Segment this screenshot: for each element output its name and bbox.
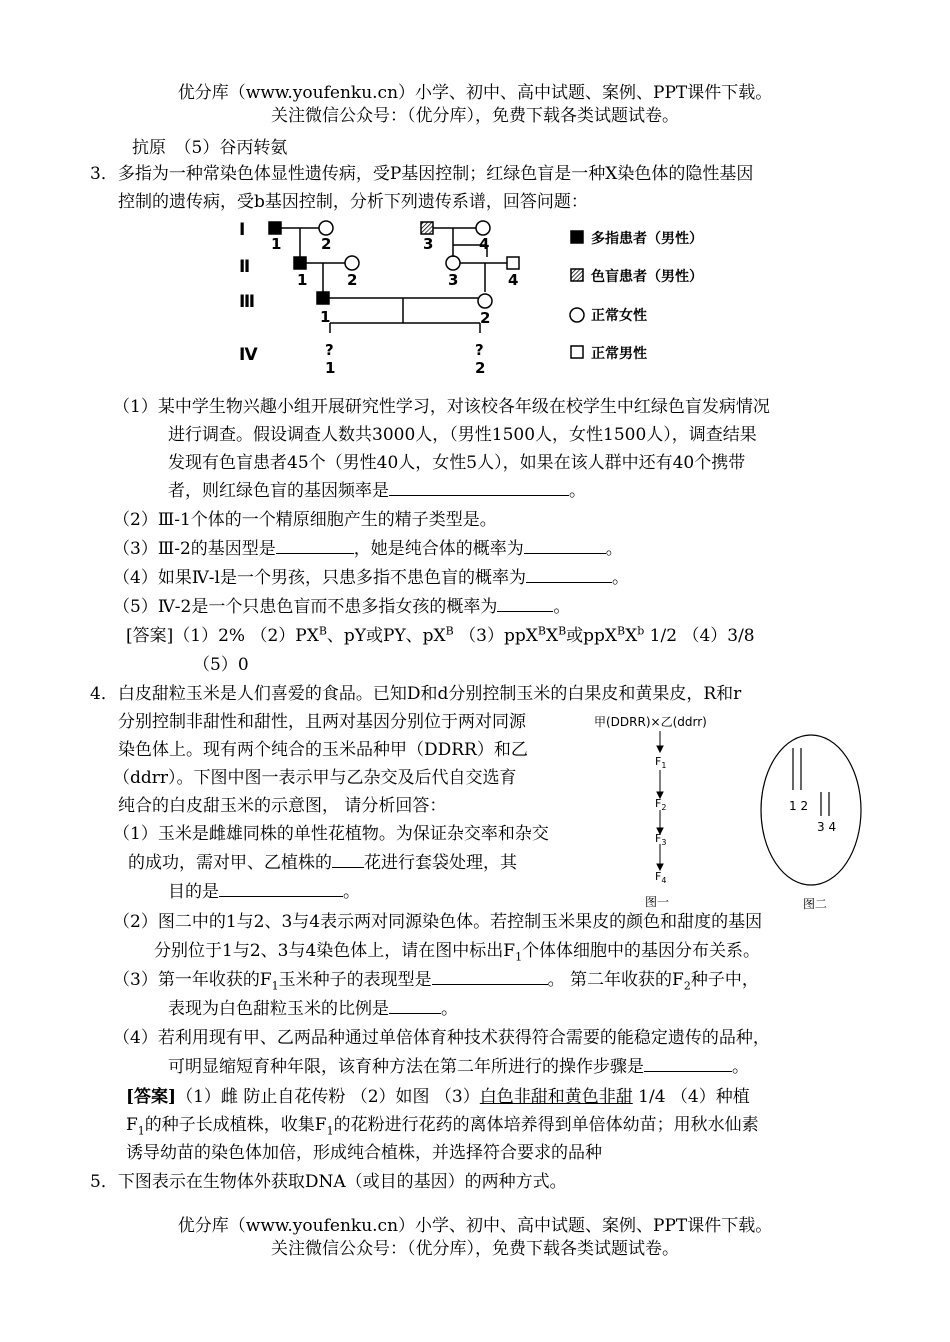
q4-sub1-line-1: （1）玉米是雌雄同株的单性花植物。为保证杂交率和杂交: [113, 824, 549, 844]
q3-stem-text-1: 多指为一种常染色体显性遗传病，受P基因控制；红绿色盲是一种X染色体的隐性基因: [117, 164, 754, 184]
answer-text: 、pY或PY、pX: [326, 626, 446, 646]
q5-stem: [90, 1168, 567, 1196]
answer-text: 1/4 （4）种植: [632, 1087, 750, 1107]
generation-F2: $F_2$: [655, 797, 667, 812]
gen-label-1: Ⅰ: [239, 220, 246, 240]
figure-two-cell: [755, 732, 870, 912]
q3-sub3: [113, 535, 623, 563]
chromosome-label-34: 3 4: [817, 820, 837, 834]
q4-sub2-text-a: 分别位于1与2、3与4染色体上，请在图中标出F: [154, 941, 516, 961]
answer-text: （1）2% （2）PX: [173, 626, 319, 646]
answer-underlined: 白色非甜和黄色非甜: [479, 1087, 633, 1107]
sup: B: [558, 624, 567, 638]
figure-two-caption: 图二: [803, 897, 828, 911]
sup: B: [617, 624, 626, 638]
sup: b: [637, 624, 645, 638]
q3-sub5: [113, 593, 570, 621]
q4-sub4-text: 可明显缩短育种年限，该育种方法在第二年所进行的操作步骤是: [168, 1057, 644, 1077]
answer-text: （1）雌 防止自花传粉 （2）如图 （3）: [176, 1087, 480, 1107]
figure-one-breeding-scheme: [590, 710, 740, 910]
q3-sub4-text: （4）如果Ⅳ-l是一个男孩，只患多指不患色盲的概率为: [113, 568, 526, 588]
legend-label: 正常男性: [591, 346, 647, 362]
answer-label: [答案]: [126, 626, 174, 646]
pedigree-label: 1: [271, 235, 282, 253]
pedigree-label: 4: [479, 235, 490, 253]
gen-label-2: Ⅱ: [239, 257, 251, 277]
q4-sub2-line-1: （2）图二中的1与2、3与4表示两对同源染色体。若控制玉米果皮的颜色和甜度的基因: [113, 912, 763, 932]
q3-sub1-line-3: 发现有色盲患者45个（男性40人，女性5人），如果在该人群中还有40个携带: [168, 453, 746, 473]
q4-sub1-text-a: 的成功，需对甲、乙植株的: [128, 853, 332, 873]
sub: 2: [683, 979, 691, 993]
q4-number: 4．: [90, 684, 118, 704]
q5-stem-text: 下图表示在生物体外获取DNA（或目的基因）的两种方式。: [117, 1172, 567, 1192]
legend-label: 多指患者（男性）: [591, 231, 703, 247]
sup: B: [537, 624, 546, 638]
q3-sub3-text-a: （3）Ⅲ-2的基因型是: [113, 539, 276, 559]
q4-stem-line-2: 分别控制非甜性和甜性，且两对基因分别位于两对同源: [118, 712, 526, 732]
q3-stem-line-2: 控制的遗传病，受b基因控制，分析下列遗传系谱，回答问题：: [118, 192, 588, 212]
period: 。: [611, 568, 629, 588]
legend-label: 正常女性: [591, 308, 647, 324]
q3-sub1-text: 者，则红绿色盲的基因频率是: [168, 481, 389, 501]
pedigree-I1-affected-male: [269, 222, 281, 234]
generation-F4: $F_4$: [655, 870, 667, 885]
q3-stem-line-1: [90, 160, 753, 188]
legend-normal-male-icon: [571, 346, 583, 358]
chromosome-label-12: 1 2: [789, 799, 809, 813]
pedigree-label: 1: [325, 359, 336, 377]
answer-blank[interactable]: [219, 878, 343, 897]
pedigree-label: 2: [321, 235, 332, 253]
sup: B: [318, 624, 327, 638]
pedigree-II2-normal-female: [345, 256, 359, 270]
q4-sub3-line-1: [113, 966, 759, 994]
q3-answer-line-1: [答案]（1）2% $(2)PX^B$、pY或PY、$pX^B$ $(3)ppX^BX^B$或$ppX^BX^b$ 1/2 （4）3/8: [126, 624, 755, 646]
answer-blank[interactable]: [526, 564, 612, 583]
prev-answer-tail: 抗原 （5）谷丙转氨: [132, 138, 288, 158]
period: 。: [605, 539, 623, 559]
sub: 1: [271, 979, 279, 993]
answer-blank[interactable]: [389, 477, 569, 496]
pedigree-II1-affected-male: [294, 257, 306, 269]
pedigree-label: 3: [423, 235, 434, 253]
pedigree-label: 1: [320, 308, 331, 326]
q3-sub1-line-1: （1）某中学生物兴趣小组开展研究性学习，对该校各年级在校学生中红绿色盲发病情况: [113, 397, 770, 417]
q3-number: 3．: [90, 164, 118, 184]
gen-label-3: Ⅲ: [239, 292, 256, 312]
answer-text: F: [126, 1115, 138, 1135]
pedigree-II3-normal-female: [446, 256, 460, 270]
answer-blank[interactable]: [644, 1053, 732, 1072]
pedigree-label: 1: [297, 271, 308, 289]
answer-blank[interactable]: [276, 535, 354, 554]
answer-blank[interactable]: [497, 593, 553, 612]
q4-sub1-line-2: [128, 849, 517, 877]
answer-blank[interactable]: [524, 535, 606, 554]
legend-label: 色盲患者（男性）: [591, 269, 703, 285]
pedigree-unknown: ?: [475, 341, 484, 359]
q3-answer-line-2: （5）0: [193, 655, 249, 675]
legend-affected-male-icon: [571, 231, 583, 243]
q4-sub3-text-b: 玉米种子的表现型是: [278, 970, 432, 990]
q4-sub3-text-e: 表现为白色甜粒玉米的比例是: [168, 999, 389, 1019]
period: 。: [441, 999, 458, 1019]
q3-sub1-line-4: [168, 477, 586, 505]
pedigree-chart: [235, 215, 735, 380]
pedigree-unknown: ?: [325, 341, 334, 359]
q4-sub4-line-1: （4）若利用现有甲、乙两品种通过单倍体育种技术获得符合需要的能稳定遗传的品种，: [113, 1028, 770, 1048]
answer-text: （3）ppX: [453, 626, 538, 646]
answer-blank[interactable]: [389, 995, 441, 1014]
q3-sub4: [113, 564, 629, 592]
header-line-2: 关注微信公众号：（优分库），免费下载各类试题试卷。: [271, 106, 679, 126]
answer-text: 的花粉进行花药的离体培养得到单倍体幼苗；用秋水仙素: [333, 1115, 759, 1135]
q4-stem-line-3: 染色体上。现有两个纯合的玉米品种甲（DDRR）和乙: [118, 740, 528, 760]
q5-number: 5．: [90, 1172, 118, 1192]
q4-answer-line-1: [126, 1083, 750, 1111]
period: 。: [732, 1057, 749, 1077]
q4-stem-line-5: 纯合的白皮甜玉米的示意图， 请分析回答：: [118, 796, 447, 816]
generation-F1: $F_1$: [655, 755, 667, 770]
q4-sub3-text-c: 。 第二年收获的F: [547, 970, 684, 990]
period: 。: [343, 882, 360, 902]
answer-text: 或ppX: [566, 626, 618, 646]
pedigree-label: 2: [480, 309, 491, 327]
footer-line-2: 关注微信公众号：（优分库），免费下载各类试题试卷。: [271, 1239, 679, 1259]
q3-sub2: （2）Ⅲ-1个体的一个精原细胞产生的精子类型是。: [113, 510, 497, 530]
pedigree-II4-normal-male: [507, 257, 519, 269]
figure-one-caption: 图一: [645, 895, 670, 909]
q4-sub4-line-2: [168, 1053, 749, 1081]
q4-sub1-text-c: 目的是: [168, 882, 219, 902]
q4-answer-line-2: [126, 1111, 759, 1139]
q4-answer-line-3: 诱导幼苗的染色体加倍，形成纯合植株，并选择符合要求的品种: [126, 1143, 602, 1163]
q4-sub2-text-b: 个体体细胞中的基因分布关系。: [522, 941, 761, 961]
legend-normal-female-icon: [570, 308, 584, 322]
period: 。: [569, 481, 586, 501]
pedigree-I2-normal-female: [319, 221, 333, 235]
footer-line-1: 优分库（www.youfenku.cn）小学、初中、高中试题、案例、PPT课件下载。: [177, 1216, 773, 1236]
pedigree-I3-colorblind-male: [421, 222, 433, 234]
q4-stem-text-1: 白皮甜粒玉米是人们喜爱的食品。已知D和d分别控制玉米的白果皮和黄果皮，R和r: [117, 684, 742, 704]
answer-label: [答案]: [126, 1087, 177, 1107]
answer-text: 1/2 （4）3/8: [644, 626, 755, 646]
q4-sub2-line-2: [154, 937, 760, 965]
answer-text: 的种子长成植株，收集F: [144, 1115, 327, 1135]
sub: 1: [137, 1124, 145, 1138]
sub: 1: [326, 1124, 334, 1138]
period: 。: [553, 597, 571, 617]
pedigree-III1-affected-male: [317, 292, 329, 304]
pedigree-label: 2: [347, 271, 358, 289]
cell-outline: [761, 735, 861, 885]
pedigree-label: 4: [508, 271, 519, 289]
sub: 1: [515, 950, 523, 964]
pedigree-I4-normal-female: [476, 221, 490, 235]
cross-label: 甲(DDRR)×乙(ddrr): [594, 715, 707, 729]
q3-sub3-text-b: ，她是纯合体的概率为: [353, 539, 524, 559]
q4-sub3-text-d: 种子中，: [690, 970, 759, 990]
gen-label-4: Ⅳ: [239, 345, 258, 365]
q4-sub1-text-b: 花进行套袋处理，其: [364, 853, 517, 873]
pedigree-III2-normal-female: [478, 294, 492, 308]
q4-sub1-line-3: [168, 878, 360, 906]
sup: B: [445, 624, 454, 638]
answer-blank[interactable]: [432, 966, 548, 985]
answer-blank[interactable]: [332, 849, 364, 868]
q4-stem-line-4: （ddrr）。下图中图一表示甲与乙杂交及后代自交选育: [113, 768, 517, 788]
q3-sub5-text: （5）Ⅳ-2是一个只患色盲而不患多指女孩的概率为: [113, 597, 498, 617]
q3-sub1-line-2: 进行调查。假设调查人数共3000人，（男性1500人，女性1500人），调查结果: [168, 425, 757, 445]
pedigree-label: 3: [448, 271, 459, 289]
q4-sub3-text-a: （3）第一年收获的F: [113, 970, 272, 990]
generation-F3: $F_3$: [655, 832, 667, 847]
legend-colorblind-male-icon: [571, 269, 583, 281]
q4-sub3-line-2: [168, 995, 458, 1023]
header-line-1: 优分库（www.youfenku.cn）小学、初中、高中试题、案例、PPT课件下载。: [177, 83, 773, 103]
q4-stem-line-1: [90, 680, 741, 708]
pedigree-label: 2: [475, 359, 486, 377]
